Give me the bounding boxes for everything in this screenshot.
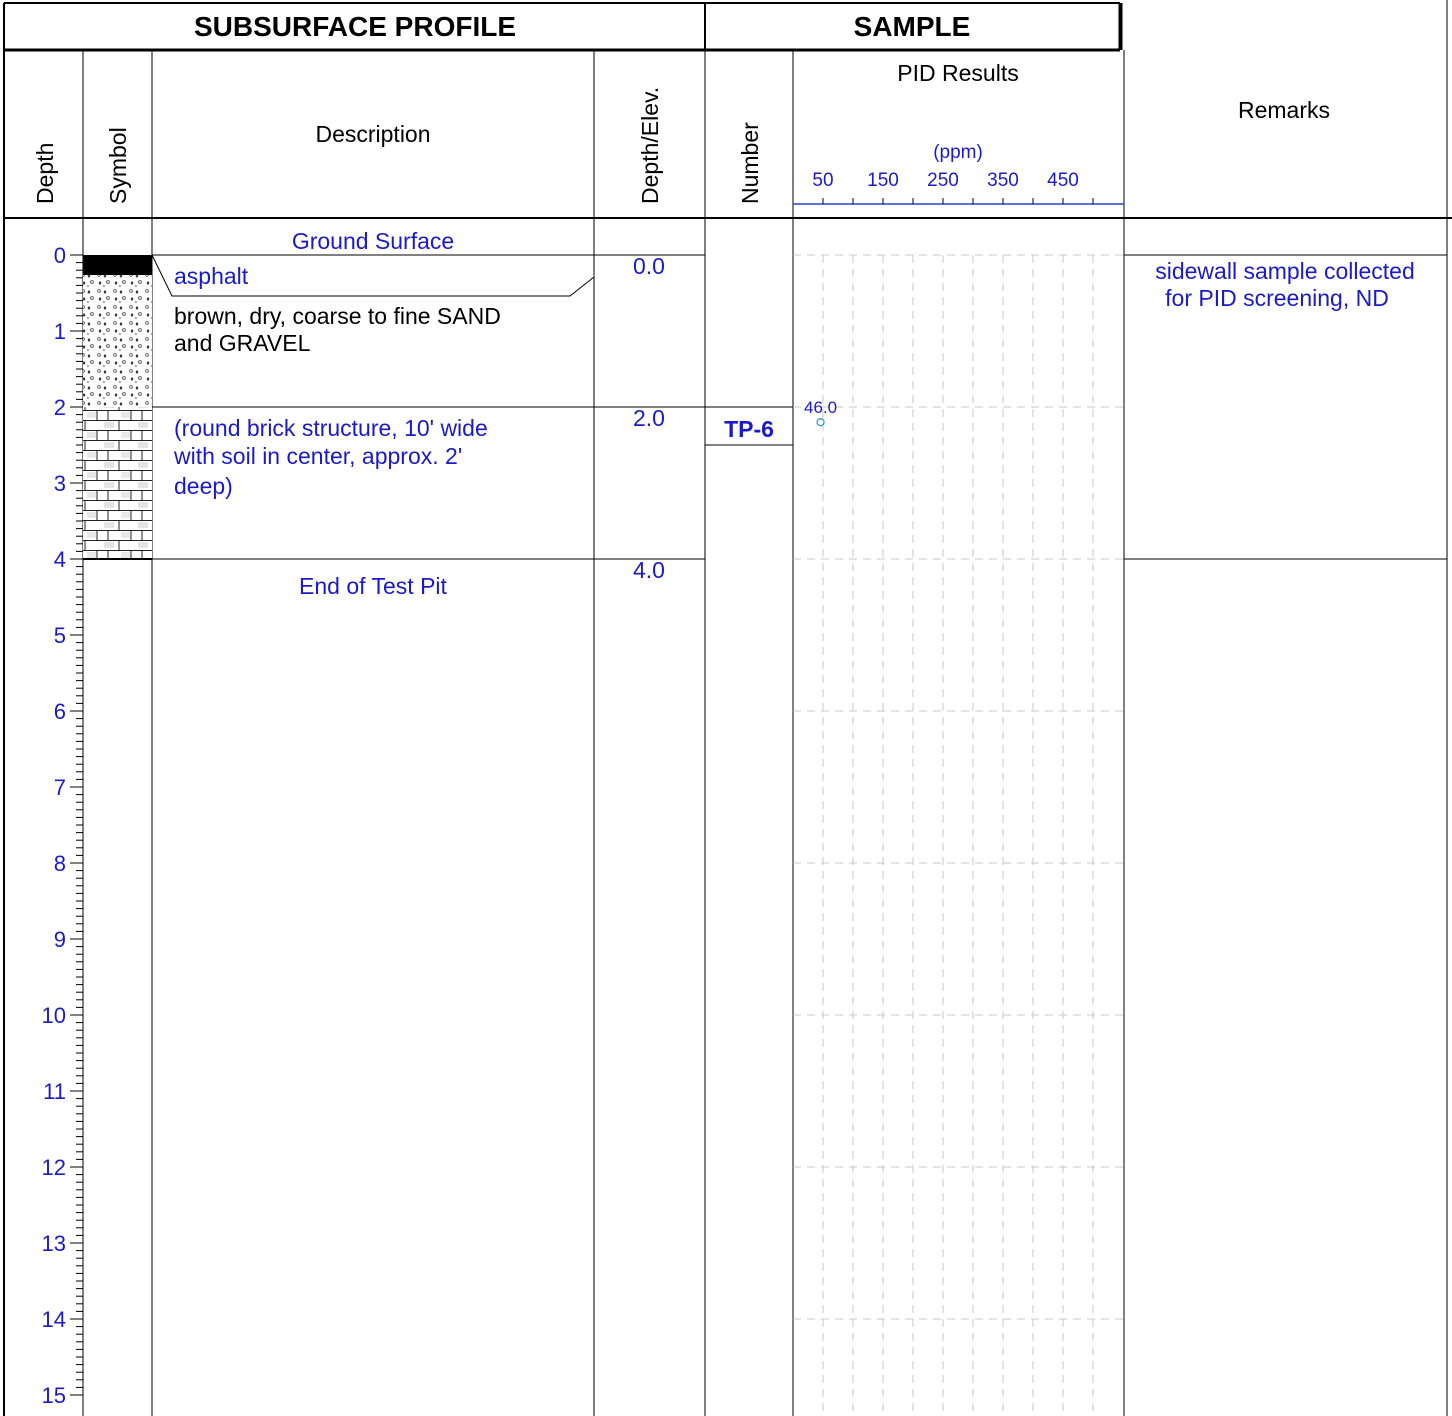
depth-tick-label: 10 — [41, 1003, 66, 1028]
sand-gravel-symbol — [83, 275, 152, 407]
pid-grid — [793, 255, 1124, 1416]
depth-tick-label: 14 — [41, 1307, 66, 1332]
asphalt-symbol — [83, 255, 152, 275]
pid-unit-label: (ppm) — [933, 142, 983, 163]
strata-symbols — [83, 255, 152, 559]
pid-tick-label: 450 — [1047, 170, 1079, 191]
pid-point-label: 46.0 — [804, 398, 838, 418]
depth-tick-label: 4 — [53, 547, 66, 572]
pid-tick-label: 350 — [987, 170, 1019, 191]
depth-tick-label: 3 — [53, 471, 66, 496]
depth-scale — [42, 218, 83, 1416]
end-of-test-pit-label: End of Test Pit — [299, 573, 447, 599]
remarks-column — [1124, 255, 1447, 559]
symbol-column-header: Symbol — [105, 127, 131, 204]
sand-description-line1: brown, dry, coarse to fine SAND — [174, 303, 501, 329]
depth-tick-label: 11 — [43, 1079, 66, 1104]
asphalt-description: asphalt — [174, 263, 249, 289]
brick-description-line2: with soil in center, approx. 2' — [174, 443, 463, 469]
depth-tick-label: 8 — [53, 851, 66, 876]
brick-symbol — [83, 407, 152, 559]
depth-tick-label: 6 — [53, 699, 66, 724]
depth-tick-label: 7 — [53, 775, 66, 800]
depth-tick-label: 1 — [53, 319, 66, 344]
depth-elev-column-header: Depth/Elev. — [637, 86, 663, 204]
depth-column-header: Depth — [32, 142, 58, 204]
subsurface-profile-title: SUBSURFACE PROFILE — [193, 11, 517, 42]
header-frame — [4, 0, 1452, 1416]
sample-number: TP-6 — [724, 416, 774, 442]
pid-point — [817, 419, 824, 426]
depth-tick-label: 13 — [41, 1231, 66, 1256]
depth-tick-label: 0 — [53, 243, 66, 268]
remark-line1: sidewall sample collected — [1155, 258, 1415, 284]
remarks-column-header: Remarks — [1237, 97, 1331, 123]
depth-tick-label: 15 — [41, 1383, 66, 1408]
depth-tick-label: 12 — [41, 1155, 66, 1180]
pid-axis — [793, 170, 1124, 204]
pid-tick-label: 50 — [812, 170, 834, 191]
brick-description-line3: deep) — [174, 473, 233, 499]
pid-tick-label: 250 — [927, 170, 959, 191]
sample-column — [705, 407, 793, 445]
depth-elev-2: 2.0 — [633, 405, 665, 431]
pid-data — [804, 398, 837, 426]
depth-elev-4: 4.0 — [633, 557, 665, 583]
depth-elev-0: 0.0 — [633, 253, 665, 279]
number-column-header: Number — [737, 122, 763, 204]
brick-description-line1: (round brick structure, 10' wide — [174, 415, 488, 441]
depth-tick-label: 2 — [53, 395, 66, 420]
remark-line2: for PID screening, ND — [1165, 285, 1389, 311]
depth-tick-label: 9 — [53, 927, 66, 952]
description-column — [152, 228, 705, 599]
pid-results-header: PID Results — [897, 60, 1019, 86]
ground-surface-label: Ground Surface — [291, 228, 455, 254]
sand-description-line2: and GRAVEL — [174, 330, 311, 356]
depth-tick-label: 5 — [53, 623, 66, 648]
description-column-header: Description — [315, 121, 431, 147]
pid-tick-label: 150 — [867, 170, 899, 191]
sample-title: SAMPLE — [853, 11, 971, 42]
